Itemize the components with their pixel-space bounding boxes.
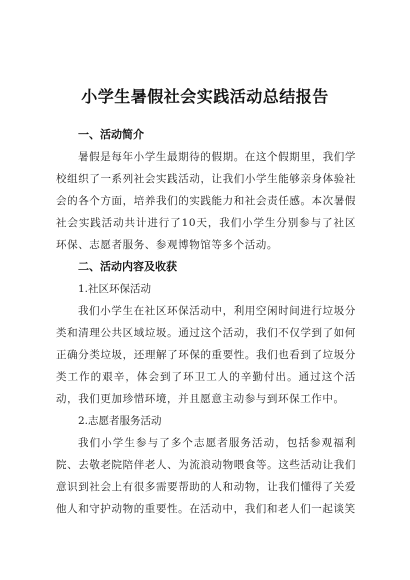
paragraph-intro: 暑假是每年小学生最期待的假期。在这个假期里，我们学校组织了一系列社会实践活动，让我们小学生能够亲身体验社会的各个方面，培养我们的实践能力和社会责任感。本次暑假社会实践活动共计进行了10天，我们小学生分别参与了社区环保、志愿者服务、参观博物馆等多个活动。 xyxy=(56,151,356,251)
subsection-heading-volunteer: 2.志愿者服务活动 xyxy=(78,415,162,427)
paragraph-environment: 我们小学生在社区环保活动中，利用空闲时间进行垃圾分类和清理公共区域垃圾。通过这个活动，我们不仅学到了如何正确分类垃圾，还理解了环保的重要性。我们也看到了垃圾分类工作的艰辛，体会到了环卫工人的辛勤付出。通过这个活动，我们更加珍惜环境，并且愿意主动参与到环保工作中。 xyxy=(56,305,356,405)
paragraph-volunteer: 我们小学生参与了多个志愿者服务活动，包括参观福利院、去敬老院陪伴老人、为流浪动物喂食等。这些活动让我们意识到社会上有很多需要帮助的人和动物，让我们懂得了关爱他人和守护动物的重要性。在活动中，我们和老人们一起谈笑 xyxy=(56,437,356,515)
subsection-heading-environment: 1.社区环保活动 xyxy=(78,283,152,295)
document-body xyxy=(56,124,356,520)
document-title: 小学生暑假社会实践活动总结报告 xyxy=(81,87,329,106)
section-heading-intro: 一、活动简介 xyxy=(78,128,144,141)
section-heading-content: 二、活动内容及收获 xyxy=(78,260,177,273)
